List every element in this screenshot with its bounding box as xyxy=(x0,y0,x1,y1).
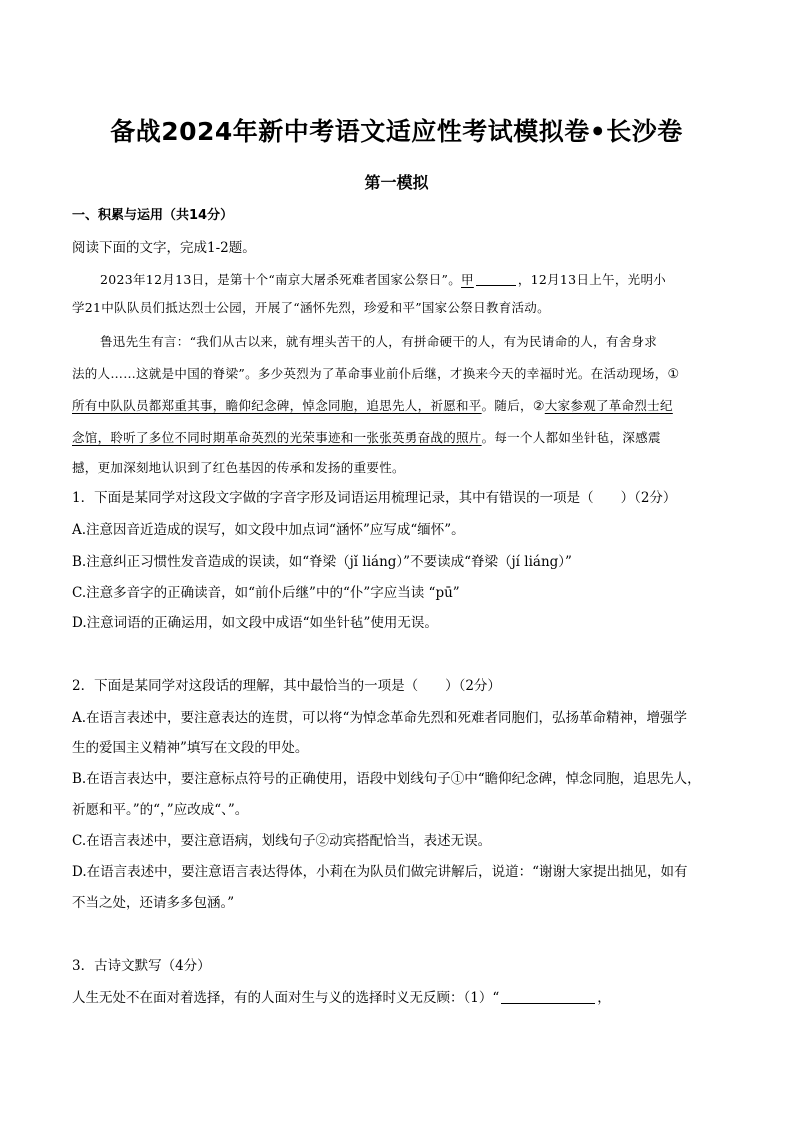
question-1-stem: 1．下面是某同学对这段文字做的字音字形及词语运用梳理记录，其中有错误的一项是（ ）（2分） xyxy=(72,490,677,506)
passage-paragraph-1-line-1 xyxy=(100,270,720,290)
passage-paragraph-2-line-3 xyxy=(72,396,722,417)
passage-text: 法的人……这就是中国的脊梁”。多少英烈为了革命事业前仆后继，才换来今天的幸福时光。在活动现场， xyxy=(72,366,668,381)
exam-title: 备战2024年新中考语文适应性考试模拟卷•长沙卷 xyxy=(110,117,683,146)
passage-text: 。每一个人都如坐针毡，深感震 xyxy=(481,430,661,445)
section-heading: 一、积累与运用（共14分） xyxy=(72,208,234,223)
question-3-stem: 3．古诗文默写（4分） xyxy=(72,958,211,974)
blank-jia-label: 甲 xyxy=(461,272,474,287)
question-1-option-a: A.注意因音近造成的误写，如文段中加点词“涵怀”应写成“缅怀”。 xyxy=(72,522,465,538)
passage-text: ，12月13日上午，光明小 xyxy=(517,272,667,287)
question-3-line-1 xyxy=(72,988,722,1008)
question-2-option-b-line-2: 祈愿和平。”的“，”应改成“、”。 xyxy=(72,802,249,818)
passage-paragraph-2-line-5: 撼，更加深刻地认识到了红色基因的传承和发扬的重要性。 xyxy=(72,460,405,475)
question-2-option-b-line-1: B.在语言表达中，要注意标点符号的正确使用，语段中划线句子①中“瞻仰纪念碑，悼念同胞，追思先人， xyxy=(72,771,701,787)
question-2-option-d-line-1: D.在语言表述中，要注意语言表达得体，小莉在为队员们做完讲解后，说道：“谢谢大家提出拙见，如有 xyxy=(72,864,688,880)
question-2-option-a-line-2: 生的爱国主义精神”填写在文段的甲处。 xyxy=(72,740,309,756)
underlined-sentence-2-start: 大家参观了革命烈士纪 xyxy=(544,398,673,413)
reading-instruction: 阅读下面的文字，完成1-2题。 xyxy=(72,240,256,256)
passage-paragraph-1-line-2: 学21中队队员们抵达烈士公园，开展了“涵怀先烈，珍爱和平”国家公祭日教育活动。 xyxy=(72,300,550,315)
question-2-option-a-line-1: A.在语言表述中，要注意表达的连贯，可以将“为悼念革命先烈和死难者同胞们，弘扬革命精神，增强学 xyxy=(72,710,687,726)
underlined-sentence-2-end: 念馆，聆听了多位不同时期革命英烈的光荣事迹和一张张英勇奋战的照片 xyxy=(72,430,482,445)
underlined-sentence-1: 所有中队队员都郑重其事，瞻仰纪念碑，悼念同胞，追思先人，祈愿和平 xyxy=(72,398,482,413)
question-2-option-c: C.在语言表述中，要注意语病，划线句子②动宾搭配恰当，表述无误。 xyxy=(72,833,492,849)
question-2-stem: 2．下面是某同学对这段话的理解，其中最恰当的一项是（ ）（2分） xyxy=(72,678,501,694)
question-1-option-b: B.注意纠正习惯性发音造成的误读，如“脊梁（jǐ liáng）”不要读成“脊梁（jí liáng）” xyxy=(72,554,572,570)
exam-subtitle: 第一模拟 xyxy=(364,173,429,192)
marker-2: ② xyxy=(532,399,545,414)
question-3-text: 人生无处不在面对着选择，有的人面对生与义的选择时义无反顾：（1）“ xyxy=(72,990,500,1006)
passage-text: 。随后， xyxy=(481,398,533,413)
passage-text: 2023年12月13日，是第十个“南京大屠杀死难者国家公祭日”。 xyxy=(100,272,462,287)
question-3-comma: ， xyxy=(597,990,611,1006)
question-2-option-d-line-2: 不当之处，还请多多包涵。” xyxy=(72,895,235,911)
answer-blank-1 xyxy=(501,989,595,1004)
passage-paragraph-2-line-1: 鲁迅先生有言：“我们从古以来，就有埋头苦干的人，有拼命硬干的人，有为民请命的人，有舍身求 xyxy=(100,334,658,349)
marker-1: ① xyxy=(667,367,680,382)
passage-paragraph-2-line-4 xyxy=(72,428,722,448)
question-1-option-d: D.注意词语的正确运用，如文段中成语“如坐针毡”使用无误。 xyxy=(72,615,438,631)
blank-jia xyxy=(476,271,516,286)
passage-paragraph-2-line-2 xyxy=(72,364,722,385)
question-1-option-c: C.注意多音字的正确读音，如“前仆后继”中的“仆”字应当读 “pū” xyxy=(72,585,460,601)
